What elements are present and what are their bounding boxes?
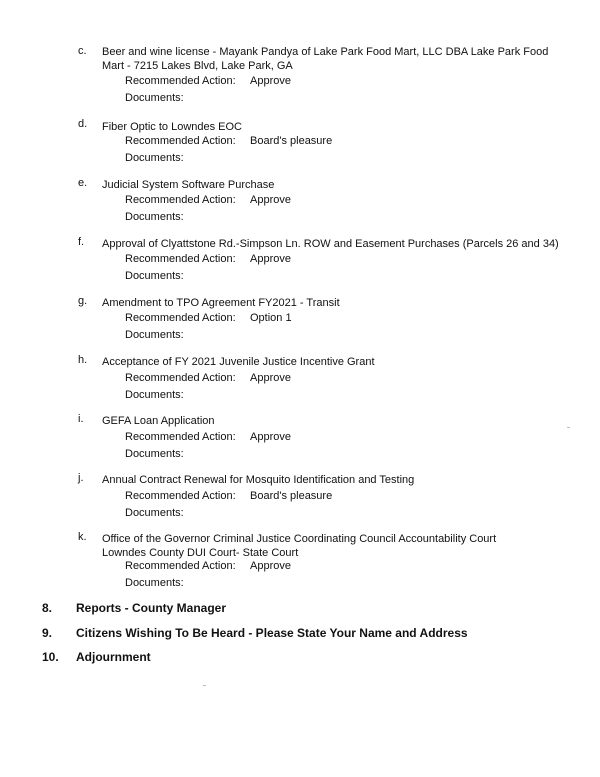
- recommended-action-label: Recommended Action:: [125, 194, 236, 206]
- item-letter: j.: [78, 472, 84, 484]
- recommended-action-label: Recommended Action:: [125, 560, 236, 572]
- documents-label: Documents:: [125, 389, 184, 401]
- section-title: Reports - County Manager: [76, 601, 227, 615]
- documents-label: Documents:: [125, 329, 184, 341]
- item-letter: g.: [78, 295, 88, 307]
- recommended-action-value: Approve: [250, 75, 291, 87]
- documents-label: Documents:: [125, 152, 184, 164]
- recommended-action-label: Recommended Action:: [125, 372, 236, 384]
- item-title: Judicial System Software Purchase: [102, 179, 275, 191]
- recommended-action-label: Recommended Action:: [125, 253, 236, 265]
- recommended-action-label: Recommended Action:: [125, 135, 236, 147]
- item-title: Acceptance of FY 2021 Juvenile Justice Incentive Grant: [102, 356, 375, 368]
- scan-speck: [567, 427, 570, 428]
- recommended-action-value: Approve: [250, 560, 291, 572]
- recommended-action-label: Recommended Action:: [125, 312, 236, 324]
- recommended-action-value: Approve: [250, 431, 291, 443]
- section-reports-county-manager: [42, 601, 226, 615]
- item-letter: c.: [78, 45, 87, 57]
- recommended-action-label: Recommended Action:: [125, 490, 236, 502]
- scan-speck: [203, 685, 206, 686]
- documents-label: Documents:: [125, 448, 184, 460]
- item-letter: i.: [78, 413, 84, 425]
- section-adjournment: [42, 650, 151, 664]
- documents-label: Documents:: [125, 92, 184, 104]
- recommended-action-label: Recommended Action:: [125, 431, 236, 443]
- section-number: 8.: [42, 601, 53, 615]
- item-title: GEFA Loan Application: [102, 415, 215, 427]
- item-title: Amendment to TPO Agreement FY2021 - Transit: [102, 297, 340, 309]
- section-title: Citizens Wishing To Be Heard - Please State Your Name and Address: [76, 626, 468, 640]
- item-letter: h.: [78, 354, 88, 366]
- recommended-action-value: Approve: [250, 253, 291, 265]
- recommended-action-value: Approve: [250, 372, 291, 384]
- item-title: Office of the Governor Criminal Justice Coordinating Council Accountability Court Lowndes County DUI Court- State Court: [102, 533, 497, 559]
- documents-label: Documents:: [125, 577, 184, 589]
- item-title: Fiber Optic to Lowndes EOC: [102, 121, 243, 133]
- documents-label: Documents:: [125, 270, 184, 282]
- documents-label: Documents:: [125, 211, 184, 223]
- section-number: 10.: [42, 650, 59, 664]
- recommended-action-value: Board's pleasure: [250, 135, 333, 147]
- recommended-action-value: Approve: [250, 194, 291, 206]
- recommended-action-label: Recommended Action:: [125, 75, 236, 87]
- documents-label: Documents:: [125, 507, 184, 519]
- section-title: Adjournment: [76, 650, 151, 664]
- item-title: Beer and wine license - Mayank Pandya of Lake Park Food Mart, LLC DBA Lake Park Food Mart - 7215 Lakes Blvd, Lake Park, GA: [102, 46, 549, 72]
- recommended-action-value: Board's pleasure: [250, 490, 333, 502]
- item-letter: f.: [78, 236, 85, 248]
- recommended-action-value: Option 1: [250, 312, 292, 324]
- section-citizens-wishing-to-be-heard: [42, 626, 468, 640]
- item-title: Approval of Clyattstone Rd.-Simpson Ln. ROW and Easement Purchases (Parcels 26 and 34): [102, 238, 559, 250]
- item-letter: k.: [78, 531, 87, 543]
- section-number: 9.: [42, 626, 53, 640]
- item-title: Annual Contract Renewal for Mosquito Identification and Testing: [102, 474, 415, 486]
- item-letter: e.: [78, 177, 88, 189]
- item-letter: d.: [78, 118, 88, 130]
